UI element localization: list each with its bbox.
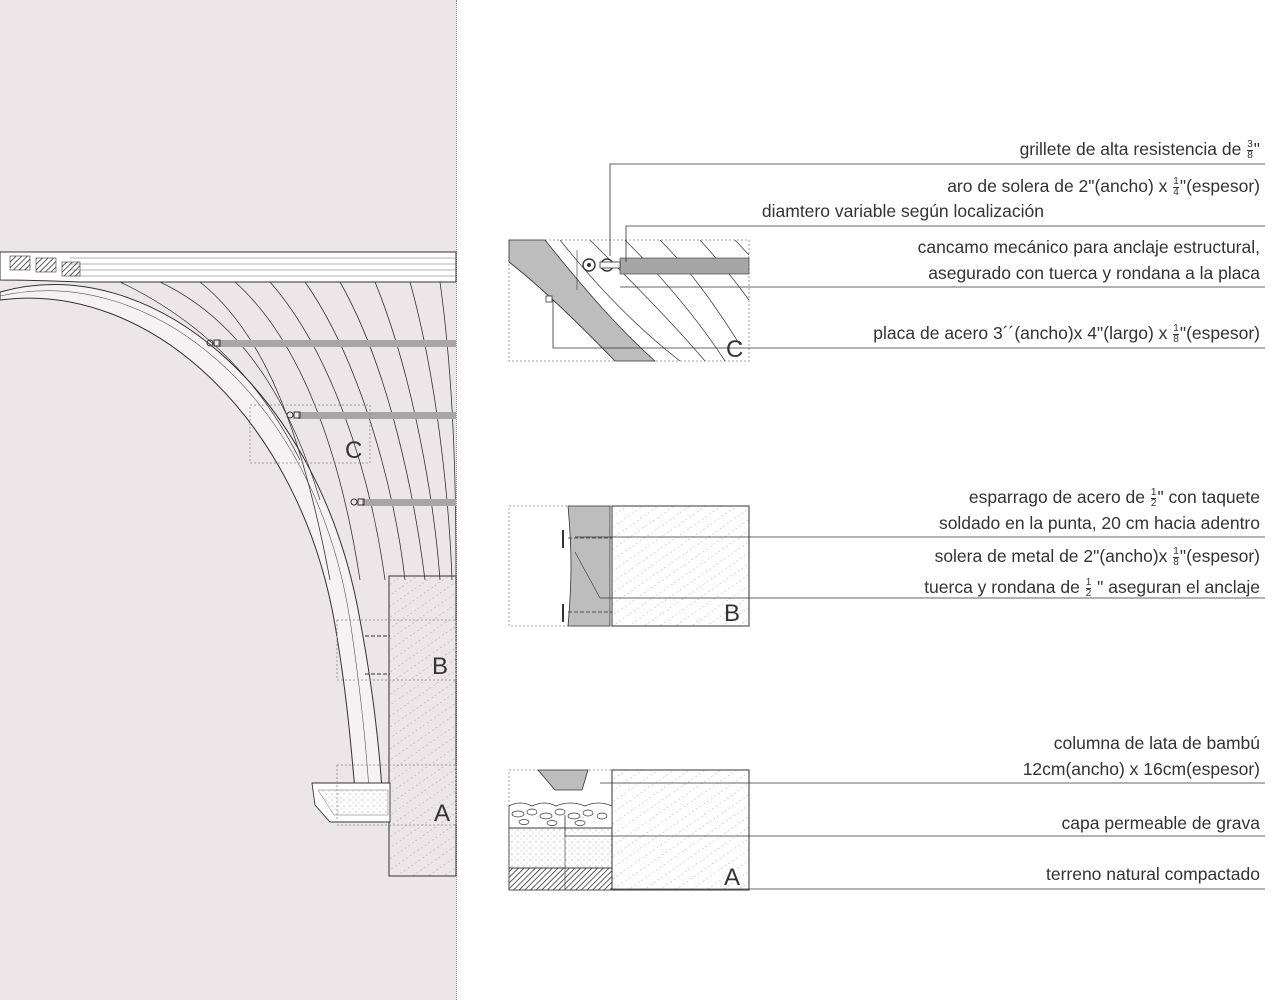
- overview-roof: [0, 252, 456, 790]
- detail-c-callout-eyebolt: cancamo mecánico para anclaje estructural,: [917, 237, 1260, 257]
- overview-tie-rods: [207, 340, 456, 506]
- detail-c-callout-shackle: grillete de alta resistencia de $\frac{3}{8}$ ": [1019, 138, 1260, 161]
- detail-b-drawing: [509, 506, 749, 626]
- detail-a-callout-size: 12cm(ancho) x 16cm(espesor): [1022, 759, 1260, 779]
- detail-c-callout-nut: asegurado con tuerca y rondana a la placa: [928, 263, 1260, 283]
- detail-a-callout-ground: terreno natural compactado: [1045, 864, 1260, 884]
- detail-b-letter: B: [724, 600, 741, 627]
- overview-marker-a: A: [434, 800, 451, 827]
- detail-c-callout-ring: aro de solera de 2"(ancho) x $\frac{1}{4}$ "(espesor): [947, 175, 1260, 198]
- detail-a-callout-column: columna de lata de bambú: [1053, 733, 1260, 753]
- detail-c-callout-diameter: diamtero variable según localización: [761, 201, 1044, 221]
- overview-marker-b: B: [432, 653, 449, 680]
- detail-a-drawing: [509, 770, 749, 890]
- detail-c-letter: C: [726, 336, 744, 363]
- detail-a-letter: A: [724, 864, 741, 891]
- overview-marker-c: C: [345, 437, 363, 464]
- detail-b-callout-welded: soldado en la punta, 20 cm hacia adentro: [938, 513, 1260, 533]
- detail-a-callout-gravel: capa permeable de grava: [1061, 813, 1260, 833]
- detail-b-callout-stud: esparrago de acero de $\frac{1}{2}$ " con taquete: [968, 486, 1260, 509]
- detail-c-callout-plate: placa de acero 3´´(ancho)x 4"(largo) x $\frac{1}{8}$ "(espesor): [873, 322, 1260, 345]
- detail-b-callout-strap: solera de metal de 2"(ancho)x $\frac{1}{8}$ "(espesor): [934, 545, 1260, 568]
- detail-c-drawing: [509, 240, 749, 361]
- detail-b-callout-nut: tuerca y rondana de $\frac{1}{2}$ " aseguran el anclaje: [924, 576, 1260, 599]
- overview-column: [312, 576, 456, 876]
